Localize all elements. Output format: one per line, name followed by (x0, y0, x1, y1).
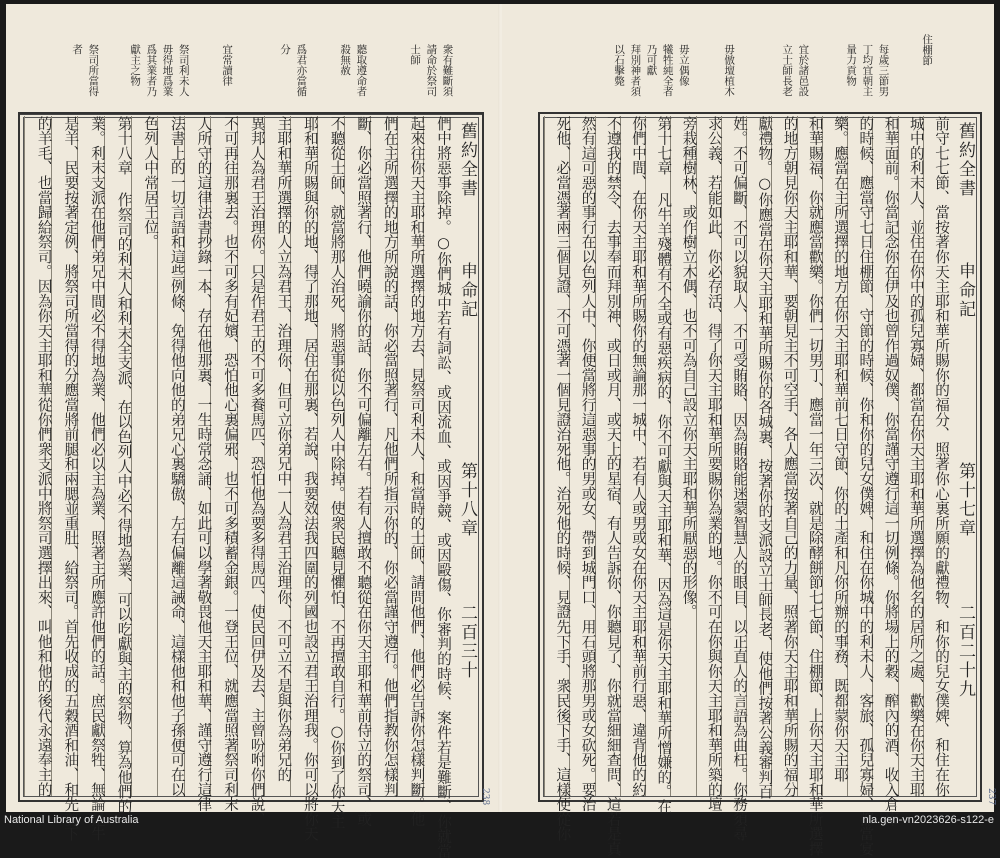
text-column: 不遵我的禁令、去事奉而拜別神、或日或月、或天上的星宿、有人告訴你、你聽見了、你就當細細查問、這若是真 (595, 116, 620, 796)
right-header-book: 申命記 (955, 262, 975, 319)
marginal-note-line: 聽取遵命者 (355, 44, 368, 97)
marginal-note-line: 宜常讀律 (221, 44, 234, 86)
text-column: 求公義、若能如此、你必存活、得了你天主耶和華所要賜你為業的地。你不可在你與你天主耶和華所築的壇 (696, 116, 721, 796)
text-column: 耶和華所賜與你的地、得了那地、居住在那裏、若說、我要效法我四圍的列國也設立君王治理我。你可以將你天 (290, 116, 317, 796)
marginal-note-line: 量力貢物 (845, 44, 858, 86)
marginal-note-line: 以石擊斃 (613, 44, 626, 86)
text-column: 第十八章 作祭司的利未人和利末全支派、在以色列人中必不得地為業、可以吃獻與主的祭物、算為他們的 (104, 116, 131, 796)
left-header-chapter: 第十八章 (457, 462, 477, 538)
text-column: 異邦人為君王治理你。只是作君王的不可多養馬匹、恐怕他為要多得馬匹、使民回伊及去、主曾吩咐你們說、 (237, 116, 264, 796)
text-column: 你們中間、在你天主耶和華所賜你的無論那一城中、若有人或男或女在你天主耶和華前行惡、違背他的約 (620, 116, 645, 796)
left-header-page-number: 二百三十 (457, 604, 477, 680)
marginal-note-line: 獻主之物 (129, 44, 142, 86)
marginal-note-line: 宜於諸邑設 (797, 44, 810, 97)
marginal-note-line: 犧牲純全者 (661, 44, 674, 97)
marginal-note-line: 分 (279, 44, 292, 55)
marginal-note-line: 爲君亦當循 (295, 44, 308, 97)
marginal-note-line: 住棚節 (921, 34, 934, 66)
right-header-title: 舊約全書 (955, 122, 975, 198)
footer-library-name: National Library of Australia (4, 814, 139, 826)
left-header-book: 申命記 (457, 262, 477, 319)
marginal-note (218, 44, 234, 86)
marginal-note-line: 祭司所當得 (87, 44, 100, 97)
marginal-note-line: 乃可獻 (645, 44, 658, 76)
marginal-note-line: 毋倣壇植木 (723, 44, 736, 97)
text-column: 姓。不可偏斷、不可以貌取人、不可受賄賂、因為賄賂能迷蒙智慧人的眼目、以正直人的言語為曲枉。你務須尋 (721, 116, 746, 796)
marginal-note-line: 祭司利未人 (177, 44, 190, 97)
marginal-note (720, 44, 736, 97)
right-header-page-number: 二百二十九 (955, 604, 975, 699)
marginal-note-line: 者 (71, 44, 84, 55)
text-column: 死他、必當憑著兩三個見證、不可憑著一個見證治死他。治死他的時候、見證先下手、衆民後下手、這樣便從你 (544, 116, 569, 796)
text-column: 們中將惡事除掉。○你們城中若有詞訟、或因流血、或因爭競、或因毆傷、你審判的時候、案件若是難斷、你就當 (423, 116, 450, 796)
marginal-note (842, 44, 891, 97)
text-column: 和華賜福、你就應當歡樂。你們一切男丁、應當一年三次、就是除酵餅節七七節、住棚節、上你天主耶和華所選擇 (797, 116, 822, 796)
text-column: 的羊毛、也當歸給祭司。因為你天主耶和華從你們衆支派中將祭司選擇出來、叫他和他的後代永遠奉主的 (24, 116, 51, 796)
marginal-note-line: 請命於祭司 (425, 44, 438, 97)
text-column: 色列人中常居王位。 (131, 116, 158, 796)
marginal-note-line: 士師 (409, 44, 422, 65)
left-page-stamp: 238 (480, 788, 490, 806)
marginal-note (778, 44, 810, 97)
marginal-note-line: 爲其業者乃 (145, 44, 158, 97)
marginal-note-line: 毋得地爲業 (161, 44, 174, 97)
text-column: 業。利末支派在他們弟兄中間必不得地為業、他們必以主為業、照著主所應許他們的話。庶民獻祭牲、無論是牛 (77, 116, 104, 796)
text-column: 樂。應當在主所選擇的地方在你天主耶和華前七日守節、你的土產和凡你所辦的事務、既都蒙你天主耶 (822, 116, 847, 796)
text-column: 的地方朝見你天主耶和華、要朝見主不可空手、各人應當按著自己的力量、照著你天主耶和華所賜的福分 (771, 116, 796, 796)
marginal-note-line: 丁均宜朝主 (861, 44, 874, 97)
marginal-note-line: 拜別神者須 (629, 44, 642, 97)
text-column: 前守七七節、當按著你天主耶和華所賜你的福分、照著你心裏所願的獻禮物、和你的兒女僕婢、和住在你 (923, 116, 948, 796)
marginal-note (276, 44, 308, 97)
text-column: 不聽從士師、就當將那人治死、將惡事從以色列人中除掉。使衆民聽見懼怕、不再擅敢自行。○你到了你天主 (317, 116, 344, 796)
marginal-note (406, 44, 455, 97)
marginal-note-line: 每歲三節男 (877, 44, 890, 97)
text-column: 斷、你必當照著行、他們曉諭你的話、你不可偏離左右。若有人擅敢不聽從在你天主耶和華前侍立的祭司、或 (344, 116, 371, 796)
text-column: 主耶和華所選擇的人立為君王、治理你、但可立你弟兄中一人為君王治理你、不可立不是與你為弟兄的 (264, 116, 291, 796)
marginal-note (918, 34, 934, 66)
text-column: 人所守的這律法書抄錄一本、存在他那裏、一生時常念誦、如此可以學著敬畏他天主耶和華、謹守遵行這律 (184, 116, 211, 796)
left-header-title: 舊約全書 (457, 122, 477, 198)
text-column: 城中的利末人、並住在你中的孤兒寡婦、都當在你天主耶和華所選擇為他名的居所之處、歡樂在你天主耶 (898, 116, 923, 796)
text-column: 的時候、應當守七日住棚節、守節的時候、你和你的兒女僕婢、和住在你城中的利未人、客旅、孤兒寡婦、都當宴 (847, 116, 872, 796)
right-header-chapter: 第十七章 (955, 462, 975, 538)
footer-identifier: nla.gen-vn2023626-s122-e (862, 814, 994, 826)
marginal-note (610, 44, 691, 97)
marginal-note (126, 44, 191, 97)
marginal-note-line: 殺無赦 (339, 44, 352, 76)
text-column: 起來往你天主耶和華所選擇的地方去、見祭司利未人、和當時的士師、請問他們、他們必告訴你怎樣判斷。他 (397, 116, 424, 796)
text-column: 然有這可惡的事行在以色列人中、你便當將行這惡事的男或女、帶到城門口、用石頭將那男或女砍死。要治 (569, 116, 594, 796)
text-column: 們在主所選擇的地方所說的話、你必當照著行、凡他們所指示你的、你必當謹守遵行。他們指教你怎樣判 (370, 116, 397, 796)
text-column: 法書上的一切言語和這些例條、免得他向他的弟兄心裏驕傲、左右偏離這誡命、這樣他和他子孫便可在以 (157, 116, 184, 796)
marginal-note (336, 44, 368, 97)
text-column: 獻禮物。○你應當在你天主耶和華所賜你的各城裏、按著你的支派設立士師長老、使他們按著公義審判百 (746, 116, 771, 796)
text-column: 和華面前。你當記念你在伊及也曾作過奴僕、你當謹守遵行這一切例條。你將場上的穀、醡內的酒、收入倉庫 (872, 116, 897, 796)
text-column: 不可再往那裏去。也不可多有妃嬪、恐怕他心裏偏邪、也不可多積蓄金銀。一登王位、就應當照著祭司利末 (210, 116, 237, 796)
marginal-note-line: 毋立偶像 (677, 44, 690, 86)
text-column: 是羊、民要按著定例、將祭司所當得的分應當將前腿和兩腮並重肚、給祭司。首先收成的五穀酒和油、和先剪下 (51, 116, 78, 796)
right-page-stamp: 237 (986, 788, 996, 806)
text-column: 第十七章 凡牛羊殘體有不全或有惡疾病的、你不可獻與天主耶和華、因為這是你天主耶和華所憎嫌的。在 (645, 116, 670, 796)
marginal-note-line: 立士師長老 (781, 44, 794, 97)
marginal-note-line: 衆有難斷須 (441, 44, 454, 97)
text-column: 旁栽種樹林、或作樹立木偶、也不可為自己設立你天主耶和華所厭惡的形像。 (670, 116, 695, 796)
marginal-note (68, 44, 100, 97)
